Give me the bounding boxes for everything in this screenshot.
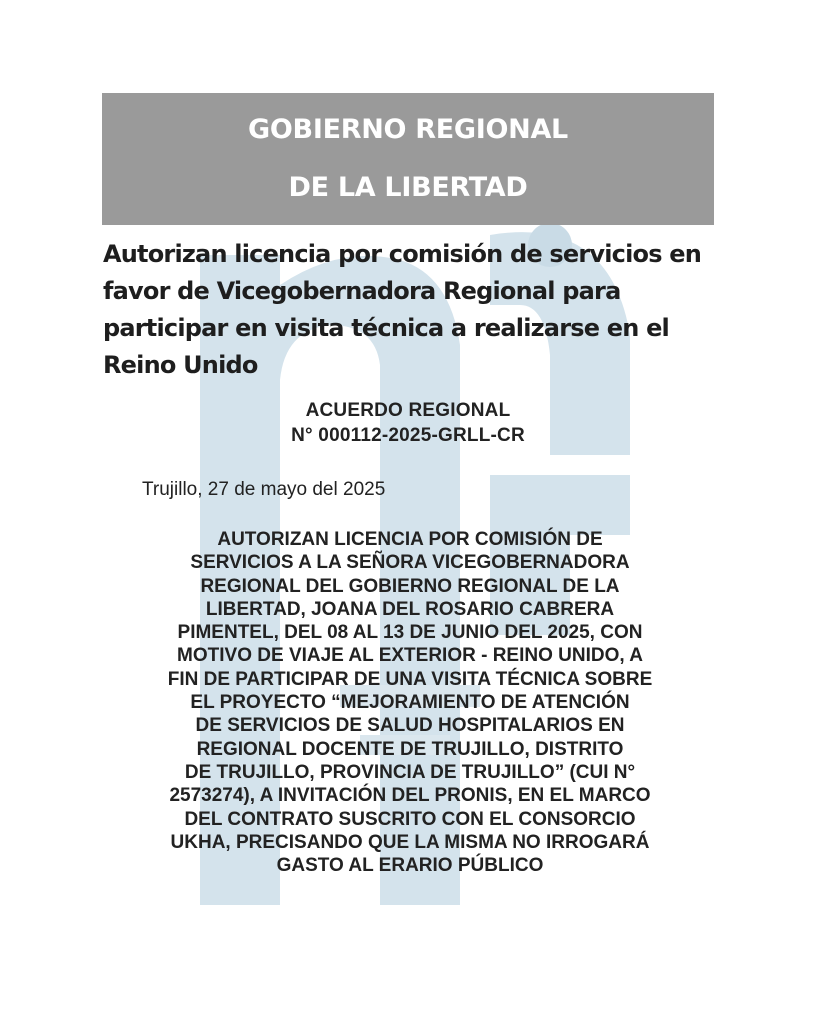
place-date: Trujillo, 27 de mayo del 2025 xyxy=(142,479,386,500)
summary-block xyxy=(104,528,716,877)
summary-line: PIMENTEL, DEL 08 AL 13 DE JUNIO DEL 2025, CON xyxy=(177,622,643,644)
header-line-2: DE LA LIBERTAD xyxy=(288,172,528,203)
summary-line: REGIONAL DEL GOBIERNO REGIONAL DE LA xyxy=(200,575,620,597)
summary-line: LIBERTAD, JOANA DEL ROSARIO CABRERA xyxy=(205,598,615,620)
summary-line: AUTORIZAN LICENCIA POR COMISIÓN DE xyxy=(217,529,603,550)
header-line-1: GOBIERNO REGIONAL xyxy=(248,114,568,145)
summary-line: EL PROYECTO “MEJORAMIENTO DE ATENCIÓN xyxy=(190,692,630,714)
summary-line: DE TRUJILLO, PROVINCIA DE TRUJILLO” (CUI N° xyxy=(184,761,636,783)
summary-line: REGIONAL DOCENTE DE TRUJILLO, DISTRITO xyxy=(196,738,624,760)
summary-line: DE SERVICIOS DE SALUD HOSPITALARIOS EN xyxy=(195,715,625,737)
summary-line: MOTIVO DE VIAJE AL EXTERIOR - REINO UNIDO, A xyxy=(177,645,643,667)
header-band xyxy=(102,93,714,225)
summary-line: FIN DE PARTICIPAR DE UNA VISITA TÉCNICA SOBRE xyxy=(167,668,653,690)
summary-line: SERVICIOS A LA SEÑORA VICEGOBERNADORA xyxy=(190,552,630,574)
summary-line: UKHA, PRECISANDO QUE LA MISMA NO IRROGARÁ xyxy=(170,831,650,853)
summary-line: DEL CONTRATO SUSCRITO CON EL CONSORCIO xyxy=(184,808,636,830)
page-title: Autorizan licencia por comisión de servicios en favor de Vicegobernadora Regional para participar en visita técnica a realizarse en el Reino Unido xyxy=(103,240,702,379)
summary-line: 2573274), A INVITACIÓN DEL PRONIS, EN EL MARCO xyxy=(169,785,651,807)
acuerdo-number: N° 000112-2025-GRLL-CR xyxy=(291,425,525,446)
summary-line: GASTO AL ERARIO PÚBLICO xyxy=(276,855,544,877)
acuerdo-heading xyxy=(102,398,714,448)
acuerdo-line-1: ACUERDO REGIONAL xyxy=(305,400,511,421)
